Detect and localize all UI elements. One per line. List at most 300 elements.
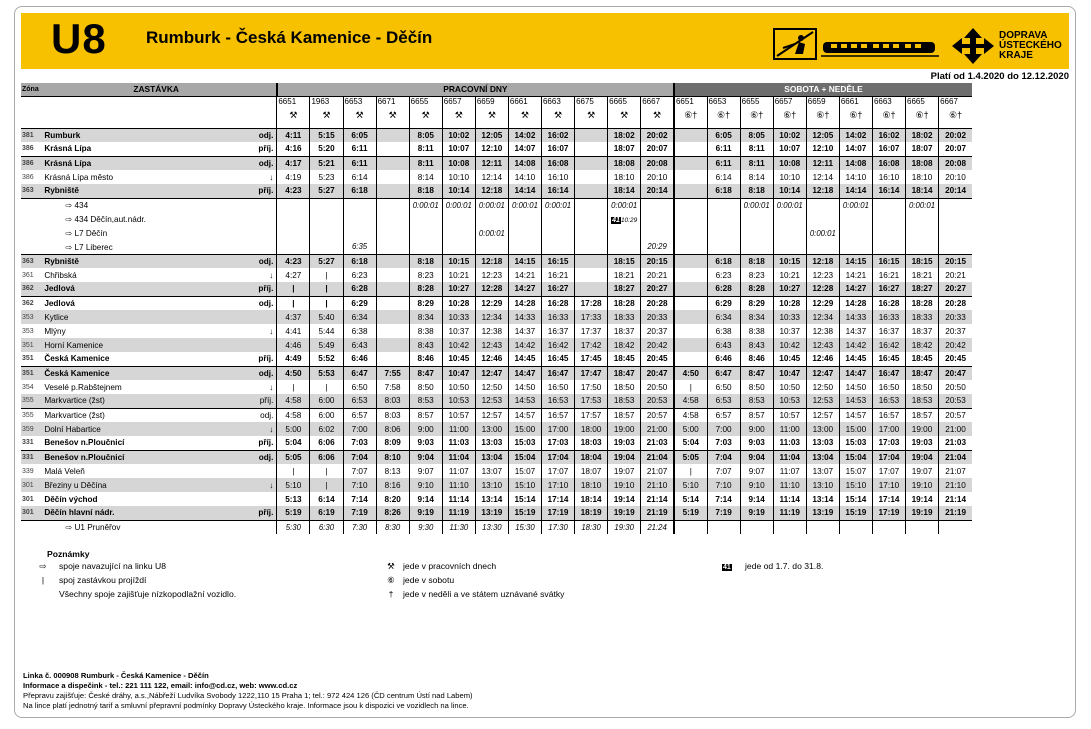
departure-time — [674, 226, 707, 240]
departure-time: 13:10 — [806, 478, 839, 492]
zone-number: 386 — [21, 156, 43, 170]
table-row — [21, 128, 972, 142]
departure-time: 12:43 — [806, 338, 839, 352]
stop-name: Jedlová — [43, 282, 234, 296]
departure-time: 12:10 — [475, 142, 508, 156]
departure-time: 11:04 — [442, 450, 475, 464]
departure-time: 6:38 — [707, 324, 740, 338]
departure-time: 15:00 — [839, 422, 872, 436]
departure-time: 8:11 — [740, 142, 773, 156]
departure-time: 6:11 — [343, 142, 376, 156]
departure-time: 18:19 — [575, 506, 608, 520]
departure-time: 0:00:01 — [773, 198, 806, 212]
service-day-icon: ⑥† — [674, 110, 707, 128]
departure-time: | — [310, 268, 343, 282]
departure-time: 14:53 — [508, 394, 541, 408]
departure-time: 10:47 — [442, 366, 475, 380]
departure-time: 5:10 — [674, 478, 707, 492]
departure-time: 15:30 — [508, 520, 541, 534]
departure-time: 15:07 — [508, 464, 541, 478]
stop-name: Horní Kamenice — [43, 338, 234, 352]
departure-time: 20:42 — [641, 338, 674, 352]
departure-time: 20:14 — [939, 184, 972, 198]
departure-time: 20:28 — [939, 296, 972, 310]
departure-time: 17:14 — [872, 492, 905, 506]
stop-name: Rybniště — [43, 254, 234, 268]
departure-time — [376, 184, 409, 198]
departure-time: 14:21 — [508, 268, 541, 282]
departure-time: 7:07 — [707, 464, 740, 478]
note-text: spoje navazující na linku U8 — [59, 561, 167, 571]
departure-time: 4:58 — [277, 408, 310, 422]
departure-time — [674, 268, 707, 282]
workdays-header: PRACOVNÍ DNY — [277, 83, 674, 96]
departure-time — [674, 184, 707, 198]
departure-time: 5:04 — [674, 436, 707, 450]
departure-time: 18:10 — [608, 170, 641, 184]
departure-time — [376, 254, 409, 268]
departure-time: 0:00:01 — [839, 198, 872, 212]
arrival-departure-type — [234, 198, 277, 212]
departure-time: 15:10 — [508, 478, 541, 492]
departure-time: 4:16 — [277, 142, 310, 156]
departure-time: 10:14 — [773, 184, 806, 198]
departure-time: 18:45 — [906, 352, 939, 366]
departure-time — [277, 240, 310, 254]
departure-time: 11:10 — [442, 478, 475, 492]
departure-time: 18:10 — [575, 478, 608, 492]
departure-time — [674, 198, 707, 212]
departure-time: 21:07 — [641, 464, 674, 478]
stop-name: Krásná Lípa — [43, 156, 234, 170]
service-day-icon: ⚒ — [641, 110, 674, 128]
departure-time — [442, 226, 475, 240]
departure-time: 12:50 — [475, 380, 508, 394]
departure-time: 8:13 — [376, 464, 409, 478]
departure-time: 4:46 — [277, 338, 310, 352]
departure-time: 18:14 — [608, 184, 641, 198]
departure-time: 14:33 — [839, 310, 872, 324]
header-spacer — [21, 96, 277, 110]
departure-time: 14:08 — [508, 156, 541, 170]
departure-time: 6:14 — [310, 492, 343, 506]
train-number: 6663 — [541, 96, 574, 110]
departure-time: 14:10 — [508, 170, 541, 184]
departure-time: 16:21 — [872, 268, 905, 282]
departure-time: 18:14 — [906, 184, 939, 198]
departure-time: 10:45 — [773, 352, 806, 366]
departure-time — [906, 212, 939, 226]
departure-time — [310, 198, 343, 212]
departure-time: 18:27 — [906, 282, 939, 296]
departure-time: 0:00:01 — [508, 198, 541, 212]
departure-time: 12:34 — [806, 310, 839, 324]
departure-time: 12:05 — [475, 128, 508, 142]
departure-time: 18:33 — [608, 310, 641, 324]
departure-time: 18:53 — [608, 394, 641, 408]
departure-time: 6:46 — [343, 352, 376, 366]
departure-time: 6:53 — [707, 394, 740, 408]
departure-time: 8:53 — [409, 394, 442, 408]
zone-number — [21, 240, 43, 254]
arrival-departure-type: odj. — [234, 128, 277, 142]
arrival-departure-type: příj. — [258, 438, 274, 448]
departure-time: 5:27 — [310, 184, 343, 198]
departure-time — [575, 170, 608, 184]
arrival-departure-type: ↓ — [269, 382, 274, 392]
departure-time: 20:33 — [641, 310, 674, 324]
departure-time: 19:19 — [608, 506, 641, 520]
departure-time: | — [277, 282, 310, 296]
table-row — [21, 422, 972, 436]
departure-time: 19:10 — [906, 478, 939, 492]
departure-time: 20:27 — [641, 282, 674, 296]
departure-time: 6:23 — [707, 268, 740, 282]
departure-time: 14:15 — [839, 254, 872, 268]
departure-time: 6:00 — [310, 408, 343, 422]
table-row — [21, 478, 972, 492]
service-day-icon: ⑥† — [939, 110, 972, 128]
departure-time: 11:07 — [442, 464, 475, 478]
departure-time: 12:10 — [806, 142, 839, 156]
departure-time: 20:10 — [641, 170, 674, 184]
departure-time: 7:04 — [343, 450, 376, 464]
departure-time: 4:50 — [277, 366, 310, 380]
departure-time — [773, 520, 806, 534]
arrival-departure-type: ↓ — [269, 172, 274, 182]
departure-time: 12:57 — [806, 408, 839, 422]
departure-time — [707, 198, 740, 212]
departure-time: 13:14 — [475, 492, 508, 506]
departure-time: 5:00 — [674, 422, 707, 436]
departure-time: 21:04 — [641, 450, 674, 464]
departure-time: 6:05 — [343, 128, 376, 142]
departure-time: 21:03 — [939, 436, 972, 450]
departure-time: 8:18 — [409, 184, 442, 198]
departure-time: 13:19 — [475, 506, 508, 520]
departure-time: 4:19 — [277, 170, 310, 184]
service-day-icon: ⚒ — [541, 110, 574, 128]
arrival-departure-type: příj. — [234, 394, 277, 408]
departure-time — [376, 142, 409, 156]
departure-time: 10:47 — [773, 366, 806, 380]
departure-time: 10:14 — [442, 184, 475, 198]
departure-time: 7:55 — [376, 366, 409, 380]
departure-time: 0:00:01 — [906, 198, 939, 212]
zone-number: 362 — [21, 282, 43, 296]
departure-time: 16:27 — [541, 282, 574, 296]
departure-time: 12:47 — [475, 366, 508, 380]
table-row — [21, 212, 972, 226]
departure-time: 6:34 — [707, 310, 740, 324]
departure-time: 9:07 — [409, 464, 442, 478]
departure-time: 8:46 — [409, 352, 442, 366]
departure-time: 11:14 — [442, 492, 475, 506]
departure-time: 5:05 — [277, 450, 310, 464]
departure-time: 6:47 — [343, 366, 376, 380]
departure-time: 5:19 — [674, 506, 707, 520]
zone-number: 353 — [21, 310, 43, 324]
departure-time: 8:29 — [740, 296, 773, 310]
departure-time: 6:02 — [310, 422, 343, 436]
departure-time: 18:02 — [906, 128, 939, 142]
train-number: 6657 — [773, 96, 806, 110]
departure-time: 16:50 — [872, 380, 905, 394]
departure-time: 6:53 — [343, 394, 376, 408]
departure-time: 10:27 — [442, 282, 475, 296]
departure-time: 16:28 — [872, 296, 905, 310]
departure-time: 6:06 — [310, 450, 343, 464]
departure-time: 13:00 — [806, 422, 839, 436]
departure-time: 14:27 — [508, 282, 541, 296]
zone-number: 351 — [21, 366, 43, 380]
departure-time: 8:11 — [740, 156, 773, 170]
departure-time: 20:15 — [641, 254, 674, 268]
departure-time: 7:10 — [707, 478, 740, 492]
departure-time: 18:08 — [906, 156, 939, 170]
departure-time: 16:28 — [541, 296, 574, 310]
departure-time: 9:14 — [409, 492, 442, 506]
train-number: 6659 — [475, 96, 508, 110]
notes-title: Poznámky — [47, 549, 90, 559]
departure-time: 9:19 — [740, 506, 773, 520]
departure-time: 0:00:01 — [475, 198, 508, 212]
departure-time: 14:21 — [839, 268, 872, 282]
departure-time: 10:21 — [442, 268, 475, 282]
service-day-icon: ⚒ — [409, 110, 442, 128]
departure-time: 4:17 — [277, 156, 310, 170]
departure-time: 5:23 — [310, 170, 343, 184]
departure-time — [674, 324, 707, 338]
departure-time — [508, 240, 541, 254]
departure-time: 17:03 — [872, 436, 905, 450]
departure-time: 16:37 — [541, 324, 574, 338]
departure-time: 6:19 — [310, 506, 343, 520]
departure-time: 5:40 — [310, 310, 343, 324]
departure-time: 18:21 — [906, 268, 939, 282]
note-text: Všechny spoje zajišťuje nízkopodlažní vozidlo. — [59, 589, 237, 599]
departure-time: 20:29 — [641, 240, 674, 254]
departure-time: 16:45 — [541, 352, 574, 366]
table-row — [21, 254, 972, 268]
departure-time: 8:43 — [409, 338, 442, 352]
departure-time — [906, 520, 939, 534]
departure-time: 10:53 — [442, 394, 475, 408]
departure-time: 0:00:01 — [409, 198, 442, 212]
departure-time — [939, 226, 972, 240]
arrival-departure-type: odj. — [234, 254, 277, 268]
departure-time — [806, 240, 839, 254]
departure-time: 10:08 — [773, 156, 806, 170]
train-number: 6661 — [508, 96, 541, 110]
departure-time: 18:15 — [608, 254, 641, 268]
departure-time: 12:34 — [475, 310, 508, 324]
train-number: 6651 — [674, 96, 707, 110]
arrival-departure-type — [234, 464, 277, 478]
stop-name: Dolní Habartice — [43, 422, 234, 436]
departure-time: 20:27 — [939, 282, 972, 296]
departure-time: | — [310, 282, 343, 296]
departure-time: 6:50 — [707, 380, 740, 394]
logo-text: DOPRAVA ÚSTECKÉHO KRAJE — [999, 30, 1062, 61]
operator-logo — [951, 27, 1066, 65]
departure-time: 5:05 — [674, 450, 707, 464]
workday-icon: ⚒ — [387, 561, 395, 571]
stop-name: Krásná Lípa — [44, 144, 92, 154]
departure-time: 6:34 — [343, 310, 376, 324]
note-text: spoj zastávkou projíždí — [59, 575, 147, 585]
departure-time: 17:07 — [541, 464, 574, 478]
zone-number: 363 — [21, 254, 43, 268]
table-row — [21, 394, 972, 408]
train-number: 6657 — [442, 96, 475, 110]
departure-time: 16:33 — [541, 310, 574, 324]
arrival-departure-type: ↓ — [234, 422, 277, 436]
table-row — [21, 226, 972, 240]
departure-time: 16:57 — [872, 408, 905, 422]
departure-time: 8:38 — [740, 324, 773, 338]
departure-time: 10:08 — [442, 156, 475, 170]
departure-time: 10:50 — [773, 380, 806, 394]
stop-name: ⇨ L7 Děčín — [65, 229, 108, 238]
departure-time — [608, 226, 641, 240]
departure-time: 10:37 — [773, 324, 806, 338]
departure-time: 11:19 — [442, 506, 475, 520]
departure-time: 6:35 — [343, 240, 376, 254]
departure-time: 18:28 — [608, 296, 641, 310]
departure-time — [575, 184, 608, 198]
arrival-departure-type: ↓ — [234, 478, 277, 492]
departure-time: 8:06 — [376, 422, 409, 436]
departure-time: 8:10 — [376, 450, 409, 464]
pass-through-icon: | — [41, 575, 45, 585]
departure-time: 14:02 — [508, 128, 541, 142]
departure-time: 8:05 — [409, 128, 442, 142]
departure-time: | — [674, 380, 707, 394]
departure-time: 8:26 — [376, 506, 409, 520]
departure-time — [277, 198, 310, 212]
departure-time: 14:47 — [508, 366, 541, 380]
train-number: 1963 — [310, 96, 343, 110]
departure-time: 21:10 — [641, 478, 674, 492]
stop-name: Česká Kamenice — [43, 366, 234, 380]
stop-name: Malá Veleň — [44, 466, 85, 476]
stop-name: ⇨ 434 — [43, 198, 234, 212]
zone-number: 339 — [22, 467, 34, 475]
departure-time — [575, 128, 608, 142]
departure-time: 6:43 — [707, 338, 740, 352]
departure-time: 13:04 — [475, 450, 508, 464]
departure-time: 7:10 — [343, 478, 376, 492]
departure-time — [906, 226, 939, 240]
departure-time — [508, 212, 541, 226]
arrival-departure-type — [234, 310, 277, 324]
departure-time: 13:00 — [475, 422, 508, 436]
departure-time — [674, 282, 707, 296]
departure-time: 5:13 — [277, 492, 310, 506]
departure-time: 14:42 — [508, 338, 541, 352]
departure-time: 15:14 — [508, 492, 541, 506]
departure-time: 14:50 — [839, 380, 872, 394]
departure-time: 11:03 — [442, 436, 475, 450]
departure-time: 14:02 — [839, 128, 872, 142]
train-number: 6663 — [872, 96, 905, 110]
departure-time: 10:15 — [773, 254, 806, 268]
table-row — [21, 492, 972, 506]
departure-time: 16:42 — [541, 338, 574, 352]
departure-time: 5:53 — [310, 366, 343, 380]
departure-time — [939, 212, 972, 226]
departure-time: | — [277, 380, 310, 394]
departure-time: | — [310, 296, 343, 310]
departure-time: 18:10 — [906, 170, 939, 184]
note-text: jede v pracovních dnech — [403, 561, 497, 571]
table-row — [21, 338, 972, 352]
departure-time: 5:21 — [310, 156, 343, 170]
departure-time — [641, 198, 674, 212]
table-row — [21, 366, 972, 380]
service-day-icon: ⑥† — [806, 110, 839, 128]
departure-time: 20:57 — [939, 408, 972, 422]
departure-time: 12:43 — [475, 338, 508, 352]
departure-time — [475, 240, 508, 254]
departure-time — [674, 520, 707, 534]
departure-time: 5:15 — [310, 128, 343, 142]
departure-time — [376, 296, 409, 310]
departure-time — [376, 310, 409, 324]
departure-time: 8:18 — [740, 254, 773, 268]
departure-time: 11:10 — [773, 478, 806, 492]
departure-time: 10:57 — [442, 408, 475, 422]
departure-time: 10:10 — [442, 170, 475, 184]
departure-time: 11:19 — [773, 506, 806, 520]
zone-number: 354 — [22, 383, 34, 391]
departure-time: 14:42 — [839, 338, 872, 352]
departure-time — [575, 212, 608, 226]
table-row — [21, 520, 972, 534]
departure-time: 8:46 — [740, 352, 773, 366]
departure-time: 8:03 — [376, 408, 409, 422]
stop-name: Krásná Lípa město — [44, 172, 114, 182]
departure-time — [343, 212, 376, 226]
departure-time: 12:53 — [475, 394, 508, 408]
departure-time: 6:28 — [707, 282, 740, 296]
footer-tariff: Na lince platí jednotný tarif a smluvní přepravní podmínky Dopravy Ústeckého kraje. Informace jsou k dispozici ve vozidlech na lince. — [23, 701, 469, 710]
departure-time: 16:47 — [541, 366, 574, 380]
departure-time: 18:03 — [575, 436, 608, 450]
stop-name: Veselé p.Rabštejnem — [44, 382, 122, 392]
departure-time: 5:00 — [277, 422, 310, 436]
departure-time — [872, 240, 905, 254]
stop-header: ZASTÁVKA — [43, 83, 277, 96]
zone-number: 351 — [21, 338, 43, 352]
departure-time: 15:07 — [839, 464, 872, 478]
departure-time: 18:33 — [906, 310, 939, 324]
service-day-icon: ⑥† — [707, 110, 740, 128]
departure-time: 13:10 — [475, 478, 508, 492]
departure-time: 14:27 — [839, 282, 872, 296]
departure-time — [310, 240, 343, 254]
departure-time — [906, 240, 939, 254]
departure-time: 14:33 — [508, 310, 541, 324]
train-number: 6653 — [707, 96, 740, 110]
departure-time: 9:03 — [409, 436, 442, 450]
train-number: 6651 — [277, 96, 310, 110]
departure-time: 20:21 — [641, 268, 674, 282]
departure-time: 4110:29 — [608, 212, 641, 226]
departure-time: 6:00 — [310, 394, 343, 408]
departure-time: 20:02 — [939, 128, 972, 142]
